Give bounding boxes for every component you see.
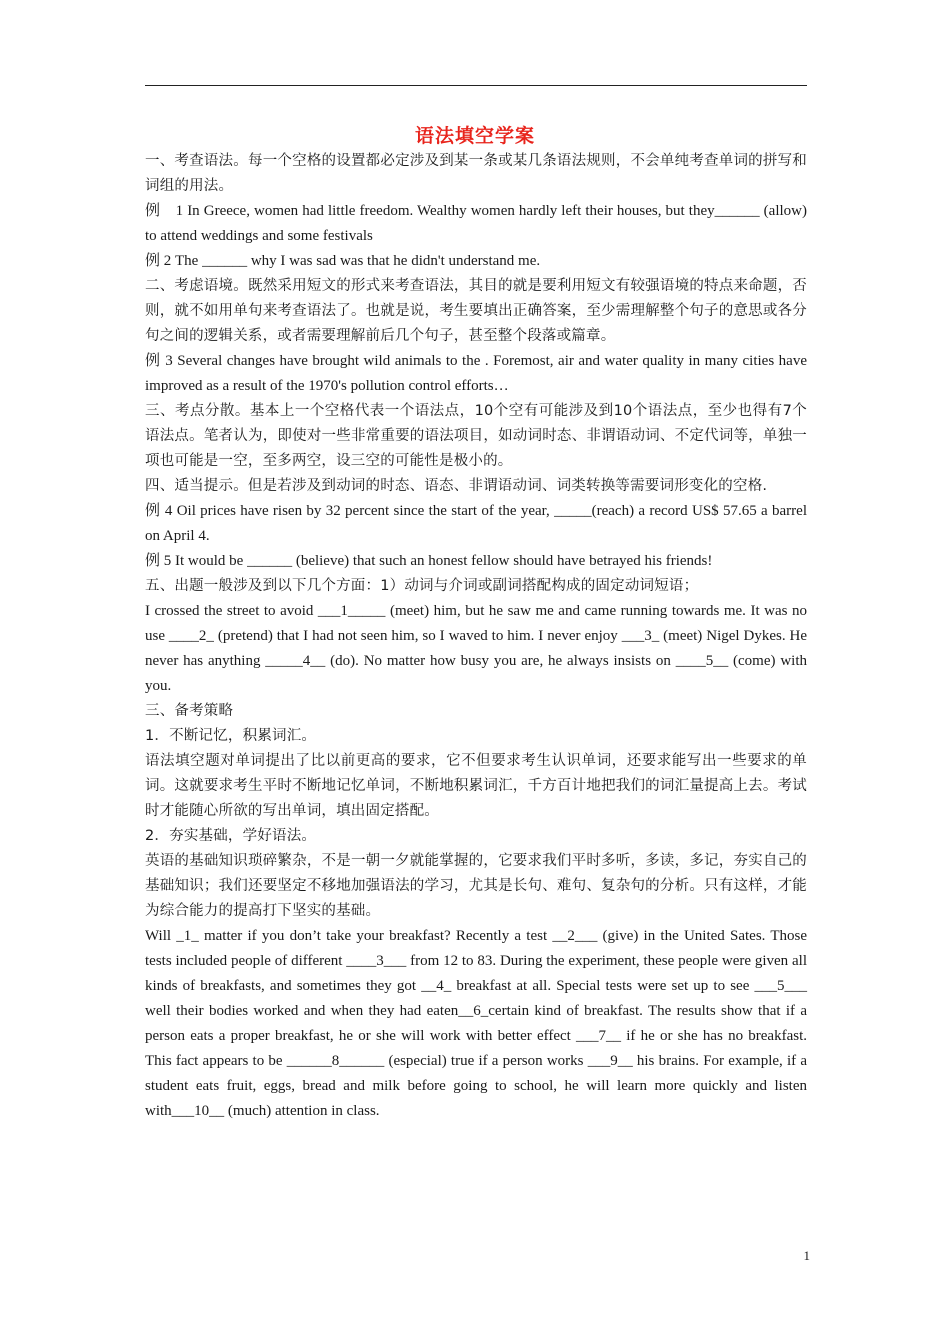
page-number: 1: [803, 1248, 810, 1263]
paragraph: 2．夯实基础，学好语法。: [145, 828, 317, 844]
paragraph: I crossed the street to avoid ___1_____ (meet) him, but he saw me and came running towards me. It was no use ____2_ (pretend) that I had not seen him, so I waved to him. I never enjoy ___3_ (meet) Nigel Dykes. He never has anything _____4__ (do). No matter how busy you are, he always insists on ____5__ (come) with you.: [145, 603, 807, 694]
paragraph: 三、备考策略: [145, 703, 234, 719]
paragraph: 语法填空题对单词提出了比以前更高的要求，它不但要求考生认识单词，还要求能写出一些要求的单词。这就要求考生平时不断地记忆单词，不断地积累词汇，千方百计地把我们的词汇量提高上去。考试时才能随心所欲的写出单词，填出固定搭配。: [145, 753, 807, 819]
paragraph: 英语的基础知识琐碎繁杂，不是一朝一夕就能掌握的，它要求我们平时多听，多读，多记，夯实自己的基础知识；我们还要坚定不移地加强语法的学习，尤其是长句、难句、复杂句的分析。只有这样，才能为综合能力的提高打下坚实的基础。: [145, 853, 807, 919]
paragraph: Will _1_ matter if you don’t take your breakfast? Recently a test __2___ (give) in the United Sates. Those tests included people of different ____3___ from 12 to 83. During the experiment, these people were given all kinds of breakfasts, and sometimes they got __4_ breakfast at all. Special tests were set up to see ___5___ well their bodies worked and when they had eaten__6_certain kind of breakfast. The results show that if a person eats a proper breakfast, he or she will work with better effect ___7__ if he or she has no breakfast. This fact appears to be ______8______ (especial) true if a person works ___9__ his brains. For example, if a student eats fruit, eggs, bread and milk before going to school, he will learn more quickly and listen with___10__ (much) attention in class.: [145, 928, 807, 1119]
paragraph: 例 2 The ______ why I was sad was that he didn't understand me.: [145, 253, 541, 269]
paragraph: 例 5 It would be ______ (believe) that such an honest fellow should have betrayed his friends!: [145, 553, 713, 569]
document-title: 语法填空学案: [414, 125, 535, 147]
paragraph: 五、出题一般涉及到以下几个方面：1）动词与介词或副词搭配构成的固定动词短语；: [145, 578, 699, 594]
paragraph: 二、考虑语境。既然采用短文的形式来考查语法，其目的就是要利用短文有较强语境的特点来命题，否则，就不如用单句来考查语法了。也就是说，考生要填出正确答案，至少需理解整个句子的意思或各分句之间的逻辑关系，或者需要理解前后几个句子，甚至整个段落或篇章。: [145, 278, 807, 344]
paragraph: 1．不断记忆，积累词汇。: [145, 728, 317, 744]
document-body: [145, 149, 807, 1124]
paragraph: 三、考点分散。基本上一个空格代表一个语法点，10个空有可能涉及到10个语法点，至少也得有7个语法点。笔者认为，即使对一些非常重要的语法项目，如动词时态、非谓语动词、不定代词等，单独一项也可能是一空，至多两空，设三空的可能性是极小的。: [145, 403, 807, 469]
paragraph: 例 3 Several changes have brought wild animals to the . Foremost, air and water quality in many cities have improved as a result of the 1970's pollution control efforts…: [145, 353, 807, 394]
paragraph: 四、适当提示。但是若涉及到动词的时态、语态、非谓语动词、词类转换等需要词形变化的空格.: [145, 478, 768, 494]
paragraph: 例 1 In Greece, women had little freedom. Wealthy women hardly left their houses, but they______ (allow) to attend weddings and some festivals: [145, 203, 807, 244]
paragraph: 一、考查语法。每一个空格的设置都必定涉及到某一条或某几条语法规则，不会单纯考查单词的拼写和词组的用法。: [145, 153, 807, 194]
header-rule: [145, 85, 807, 86]
paragraph: 例 4 Oil prices have risen by 32 percent since the start of the year, _____(reach) a record US$ 57.65 a barrel on April 4.: [145, 503, 807, 544]
